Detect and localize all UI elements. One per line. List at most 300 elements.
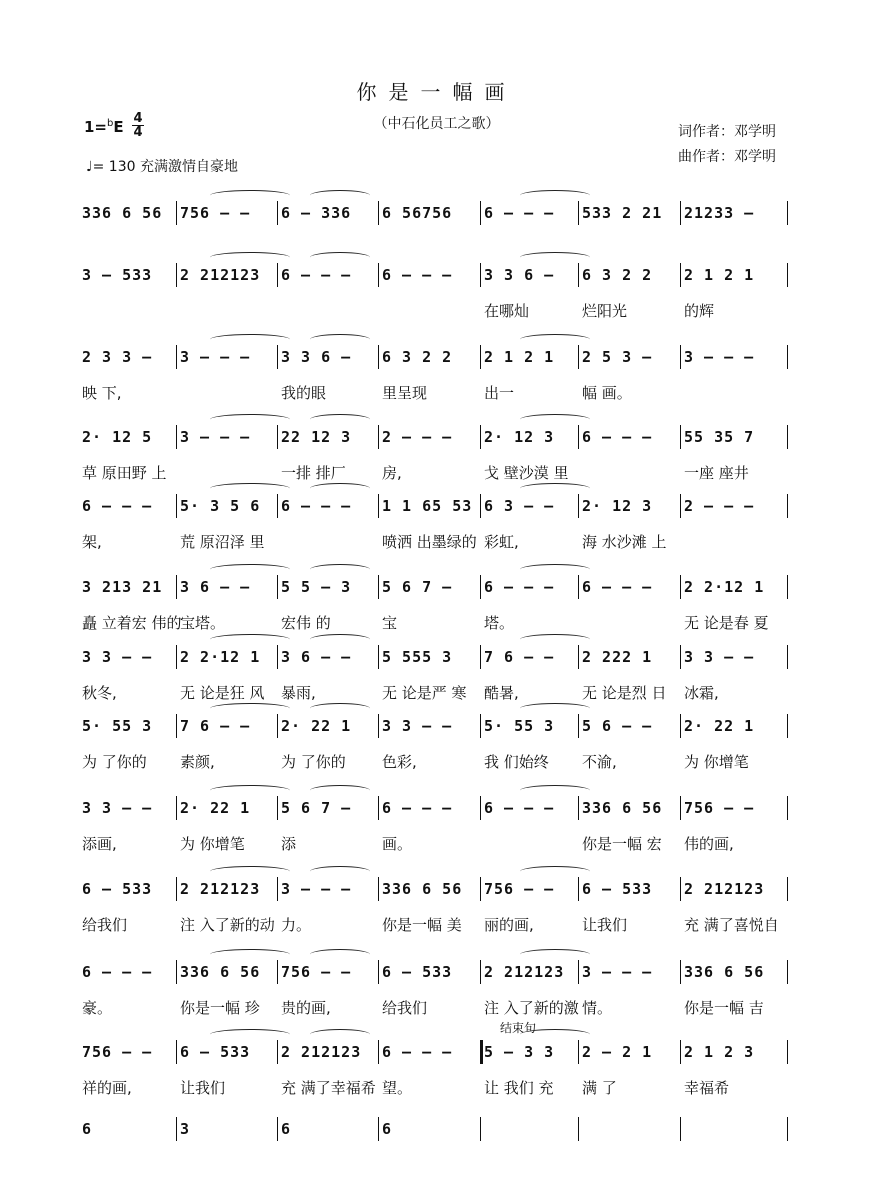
measure-notes: 6 – – – [382, 1043, 453, 1061]
score-system [0, 1021, 873, 1123]
measure-notes: 2 – – – [382, 428, 453, 446]
measure-notes: 3 – – – [281, 880, 352, 898]
slur [310, 949, 370, 960]
barline [680, 877, 681, 901]
song-subtitle: （中石化员工之歌） [373, 116, 500, 132]
barline [480, 425, 481, 449]
measure-notes: 2· 22 1 [281, 717, 352, 735]
measure-notes: 6 [82, 1120, 93, 1138]
barline [378, 877, 379, 901]
barline [578, 877, 579, 901]
barline [378, 796, 379, 820]
measure-notes: 336 6 56 [382, 880, 463, 898]
slur [210, 190, 290, 201]
measure-notes: 2 222 1 [582, 648, 653, 666]
measure-lyrics: 注 入了新的激 [484, 999, 579, 1017]
measure-notes: 5 5 – 3 [281, 578, 352, 596]
measure-notes: 22 12 3 [281, 428, 352, 446]
barline [680, 714, 681, 738]
barline [480, 345, 481, 369]
barline [277, 345, 278, 369]
measure-notes: 6 3 2 2 [582, 266, 653, 284]
key-note: E [113, 118, 124, 136]
measure-lyrics: 彩虹, [484, 533, 519, 551]
barline [480, 575, 481, 599]
barline [277, 877, 278, 901]
barline [176, 1117, 177, 1141]
barline [480, 645, 481, 669]
barline [680, 960, 681, 984]
measure-notes: 7 6 – – [180, 717, 251, 735]
barline [578, 575, 579, 599]
slur [520, 252, 590, 263]
barline [680, 1117, 681, 1141]
measure-notes: 336 6 56 [82, 204, 163, 222]
measure-notes: 5 6 7 – [382, 578, 453, 596]
song-title: 你是一幅画 [356, 80, 517, 104]
measure-notes: 2 2·12 1 [180, 648, 261, 666]
barline [480, 1040, 483, 1064]
measure-lyrics: 幅 画。 [582, 384, 632, 402]
measure-lyrics: 望。 [382, 1079, 413, 1097]
measure-lyrics: 的辉 [684, 302, 715, 320]
barline [480, 263, 481, 287]
barline [176, 263, 177, 287]
measure-notes: 6 – – – [582, 578, 653, 596]
slur [210, 252, 290, 263]
measure-lyrics: 祥的画, [82, 1079, 132, 1097]
measure-notes: 6 – – – [82, 497, 153, 515]
measure-notes: 6 – – – [382, 266, 453, 284]
measure-lyrics: 让我们 [180, 1079, 226, 1097]
barline [680, 263, 681, 287]
measure-lyrics: 素颜, [180, 753, 215, 771]
measure-lyrics: 画。 [382, 835, 413, 853]
measure-notes: 6 – – – [484, 578, 555, 596]
barline [480, 714, 481, 738]
measure-lyrics: 你是一幅 吉 [684, 999, 764, 1017]
measure-notes: 756 – – [180, 204, 251, 222]
measure-lyrics: 宝 [382, 614, 398, 632]
measure-lyrics: 无 论是烈 日 [582, 684, 667, 702]
slur [310, 414, 370, 425]
slur [210, 483, 290, 494]
measure-lyrics: 无 论是春 夏 [684, 614, 769, 632]
slur [210, 949, 290, 960]
barline [578, 425, 579, 449]
measure-notes: 3 3 – – [82, 799, 153, 817]
measure-lyrics: 添 [281, 835, 297, 853]
barline [680, 201, 681, 225]
barline [277, 1040, 278, 1064]
slur [520, 949, 590, 960]
slur [310, 190, 370, 201]
measure-notes: 3 3 6 – [281, 348, 352, 366]
measure-lyrics: 为 了你的 [82, 753, 147, 771]
barline [787, 714, 788, 738]
slur [210, 1029, 290, 1040]
barline [787, 345, 788, 369]
barline [578, 796, 579, 820]
measure-notes: 6 – – – [582, 428, 653, 446]
slur [520, 634, 590, 645]
barline [176, 494, 177, 518]
measure-notes: 2 1 2 1 [684, 266, 755, 284]
barline [680, 575, 681, 599]
score-system [0, 497, 873, 577]
measure-notes: 2· 12 3 [484, 428, 555, 446]
measure-notes: 756 – – [484, 880, 555, 898]
measure-lyrics: 我 们始终 [484, 753, 549, 771]
measure-lyrics: 无 论是严 寒 [382, 684, 467, 702]
barline [680, 1040, 681, 1064]
barline [277, 796, 278, 820]
measure-notes: 2 3 3 – [82, 348, 153, 366]
barline [578, 645, 579, 669]
barline [176, 1040, 177, 1064]
measure-notes: 6 3 2 2 [382, 348, 453, 366]
measure-notes: 3 – – – [180, 428, 251, 446]
barline [578, 1040, 579, 1064]
measure-notes: 756 – – [684, 799, 755, 817]
barline [176, 796, 177, 820]
measure-notes: 6 – – – [382, 799, 453, 817]
slur [210, 785, 290, 796]
barline [176, 645, 177, 669]
measure-lyrics: 幸福希 [684, 1079, 730, 1097]
barline [176, 877, 177, 901]
barline [787, 796, 788, 820]
measure-lyrics: 伟的画, [684, 835, 734, 853]
barline [578, 960, 579, 984]
barline [277, 575, 278, 599]
measure-lyrics: 海 水沙滩 上 [582, 533, 667, 551]
slur [520, 190, 590, 201]
score-system [0, 348, 873, 428]
slur [210, 334, 290, 345]
time-signature [132, 112, 144, 139]
score-system [0, 266, 873, 346]
measure-notes: 336 6 56 [180, 963, 261, 981]
slur [210, 866, 290, 877]
measure-lyrics: 让我们 [582, 916, 628, 934]
measure-notes: 5· 55 3 [82, 717, 153, 735]
measure-lyrics: 我的眼 [281, 384, 327, 402]
measure-notes: 3 [180, 1120, 191, 1138]
slur [310, 483, 370, 494]
flat-sign: b [107, 118, 114, 129]
measure-notes: 756 – – [82, 1043, 153, 1061]
slur [210, 703, 290, 714]
measure-lyrics: 力。 [281, 916, 312, 934]
measure-lyrics: 酷暑, [484, 684, 519, 702]
barline [176, 714, 177, 738]
measure-lyrics: 暴雨, [281, 684, 316, 702]
barline [378, 263, 379, 287]
measure-lyrics: 不渝, [582, 753, 617, 771]
measure-lyrics: 烂阳光 [582, 302, 628, 320]
barline [378, 714, 379, 738]
measure-notes: 6 – – – [484, 799, 555, 817]
measure-notes: 3 3 – – [382, 717, 453, 735]
score-system [0, 799, 873, 879]
slur [520, 564, 590, 575]
measure-lyrics: 你是一幅 珍 [180, 999, 260, 1017]
measure-notes: 2 212123 [180, 266, 261, 284]
measure-lyrics: 贵的画, [281, 999, 331, 1017]
measure-notes: 2 1 2 1 [484, 348, 555, 366]
measure-notes: 2 212123 [281, 1043, 362, 1061]
barline [277, 425, 278, 449]
measure-notes: 6 – 533 [82, 880, 153, 898]
measure-notes: 3 6 – – [180, 578, 251, 596]
barline [378, 1040, 379, 1064]
slur [310, 564, 370, 575]
measure-lyrics: 让 我们 充 [484, 1079, 554, 1097]
slur [520, 1029, 590, 1040]
measure-lyrics: 荒 原沼泽 里 [180, 533, 265, 551]
barline [378, 201, 379, 225]
slur [210, 564, 290, 575]
measure-notes: 336 6 56 [582, 799, 663, 817]
slur [520, 866, 590, 877]
barline [787, 1040, 788, 1064]
tempo-marking: ♩= 130 充满激情自豪地 [86, 159, 238, 175]
measure-notes: 3 3 – – [82, 648, 153, 666]
measure-lyrics: 给我们 [82, 916, 128, 934]
barline [680, 645, 681, 669]
barline [480, 960, 481, 984]
barline [480, 1117, 481, 1141]
key-signature [84, 118, 124, 136]
measure-notes: 6 – – – [484, 204, 555, 222]
measure-notes: 5 6 7 – [281, 799, 352, 817]
barline [176, 345, 177, 369]
measure-notes: 6 56756 [382, 204, 453, 222]
measure-notes: 2 2·12 1 [684, 578, 765, 596]
slur [310, 1029, 370, 1040]
measure-notes: 3 3 6 – [484, 266, 555, 284]
measure-lyrics: 一座 座井 [684, 464, 749, 482]
measure-lyrics: 房, [382, 464, 402, 482]
score-system [0, 717, 873, 797]
barline [787, 960, 788, 984]
measure-notes: 6 – – – [281, 497, 352, 515]
barline [787, 575, 788, 599]
lyricist-credit: 词作者：邓学明 [678, 124, 776, 140]
slur [310, 634, 370, 645]
barline [277, 201, 278, 225]
barline [578, 201, 579, 225]
score-system [0, 578, 873, 658]
measure-notes: 2 212123 [684, 880, 765, 898]
slur [310, 252, 370, 263]
measure-notes: 2 5 3 – [582, 348, 653, 366]
barline [578, 345, 579, 369]
slur [310, 785, 370, 796]
measure-notes: 336 6 56 [684, 963, 765, 981]
measure-lyrics: 为 了你的 [281, 753, 346, 771]
barline [787, 494, 788, 518]
measure-notes: 1 1 65 53 [382, 497, 473, 515]
barline [176, 960, 177, 984]
measure-lyrics: 矗 立着宏 伟的 [82, 614, 182, 632]
measure-notes: 5 – 3 3 [484, 1043, 555, 1061]
slur [520, 334, 590, 345]
measure-lyrics: 注 入了新的动 [180, 916, 275, 934]
measure-lyrics: 塔。 [484, 614, 515, 632]
measure-lyrics: 一排 排厂 [281, 464, 346, 482]
slur [210, 414, 290, 425]
measure-lyrics: 映 下, [82, 384, 122, 402]
slur [520, 483, 590, 494]
measure-notes: 3 – – – [684, 348, 755, 366]
barline [378, 494, 379, 518]
slur [210, 634, 290, 645]
measure-notes: 2· 12 5 [82, 428, 153, 446]
barline [787, 877, 788, 901]
measure-notes: 2 – – – [684, 497, 755, 515]
barline [378, 425, 379, 449]
slur [520, 785, 590, 796]
barline [378, 575, 379, 599]
measure-notes: 5 6 – – [582, 717, 653, 735]
score-system [0, 963, 873, 1043]
measure-notes: 6 [281, 1120, 292, 1138]
slur [310, 703, 370, 714]
slur [310, 866, 370, 877]
barline [176, 575, 177, 599]
measure-lyrics: 宝塔。 [180, 614, 226, 632]
measure-notes: 3 6 – – [281, 648, 352, 666]
barline [277, 960, 278, 984]
barline [680, 494, 681, 518]
measure-lyrics: 冰霜, [684, 684, 719, 702]
measure-lyrics: 里呈现 [382, 384, 428, 402]
measure-notes: 3 213 21 [82, 578, 163, 596]
measure-notes: 3 – – – [582, 963, 653, 981]
barline [787, 1117, 788, 1141]
measure-lyrics: 宏伟 的 [281, 614, 331, 632]
barline [277, 494, 278, 518]
barline [680, 796, 681, 820]
measure-lyrics: 添画, [82, 835, 117, 853]
measure-notes: 5 555 3 [382, 648, 453, 666]
score-system [0, 1120, 873, 1200]
barline [277, 714, 278, 738]
measure-lyrics: 充 满了喜悦自 [684, 916, 779, 934]
time-top: 4 [133, 111, 143, 126]
composer-credit: 曲作者：邓学明 [678, 149, 776, 165]
measure-notes: 7 6 – – [484, 648, 555, 666]
measure-lyrics: 在哪灿 [484, 302, 530, 320]
measure-lyrics: 情。 [582, 999, 613, 1017]
barline [176, 425, 177, 449]
measure-notes: 6 – 336 [281, 204, 352, 222]
measure-notes: 6 [382, 1120, 393, 1138]
barline [480, 877, 481, 901]
measure-notes: 3 3 – – [684, 648, 755, 666]
measure-notes: 55 35 7 [684, 428, 755, 446]
measure-notes: 21233 – [684, 204, 755, 222]
measure-notes: 2 1 2 3 [684, 1043, 755, 1061]
barline [480, 796, 481, 820]
measure-notes: 6 – 533 [582, 880, 653, 898]
measure-lyrics: 豪。 [82, 999, 113, 1017]
barline [578, 714, 579, 738]
measure-notes: 2· 12 3 [582, 497, 653, 515]
measure-lyrics: 架, [82, 533, 102, 551]
measure-notes: 6 – – – [281, 266, 352, 284]
score-system [0, 428, 873, 508]
measure-lyrics: 充 满了幸福希 [281, 1079, 376, 1097]
measure-lyrics: 秋冬, [82, 684, 117, 702]
key-label: 1= [84, 118, 108, 136]
measure-notes: 6 – 533 [180, 1043, 251, 1061]
measure-lyrics: 你是一幅 美 [382, 916, 462, 934]
barline [787, 645, 788, 669]
measure-notes: 5· 3 5 6 [180, 497, 261, 515]
measure-notes: 2 212123 [484, 963, 565, 981]
barline [787, 263, 788, 287]
slur [310, 334, 370, 345]
measure-lyrics: 满 了 [582, 1079, 617, 1097]
barline [578, 263, 579, 287]
barline [680, 425, 681, 449]
measure-notes: 6 – 533 [382, 963, 453, 981]
measure-lyrics: 无 论是狂 风 [180, 684, 265, 702]
barline [378, 345, 379, 369]
measure-notes: 2 212123 [180, 880, 261, 898]
score-system [0, 648, 873, 728]
barline [176, 201, 177, 225]
measure-notes: 6 3 – – [484, 497, 555, 515]
barline [578, 494, 579, 518]
slur [520, 414, 590, 425]
barline [378, 1117, 379, 1141]
barline [277, 263, 278, 287]
measure-lyrics: 为 你增笔 [684, 753, 749, 771]
measure-lyrics: 戈 壁沙漠 里 [484, 464, 569, 482]
measure-lyrics: 色彩, [382, 753, 417, 771]
barline [680, 345, 681, 369]
measure-lyrics: 喷洒 出墨绿的 [382, 533, 477, 551]
measure-notes: 5· 55 3 [484, 717, 555, 735]
measure-notes: 533 2 21 [582, 204, 663, 222]
barline [277, 645, 278, 669]
measure-lyrics: 为 你增笔 [180, 835, 245, 853]
measure-notes: 2· 22 1 [180, 799, 251, 817]
measure-lyrics: 给我们 [382, 999, 428, 1017]
barline [480, 201, 481, 225]
time-bottom: 4 [133, 125, 143, 140]
measure-lyrics: 草 原田野 上 [82, 464, 167, 482]
ending-mark: 结束句 [500, 1021, 537, 1035]
barline [578, 1117, 579, 1141]
measure-notes: 2· 22 1 [684, 717, 755, 735]
barline [787, 425, 788, 449]
measure-lyrics: 出一 [484, 384, 515, 402]
barline [277, 1117, 278, 1141]
measure-lyrics: 丽的画, [484, 916, 534, 934]
barline [787, 201, 788, 225]
measure-notes: 756 – – [281, 963, 352, 981]
slur [520, 703, 590, 714]
barline [378, 960, 379, 984]
score-system [0, 880, 873, 960]
measure-notes: 2 – 2 1 [582, 1043, 653, 1061]
barline [378, 645, 379, 669]
